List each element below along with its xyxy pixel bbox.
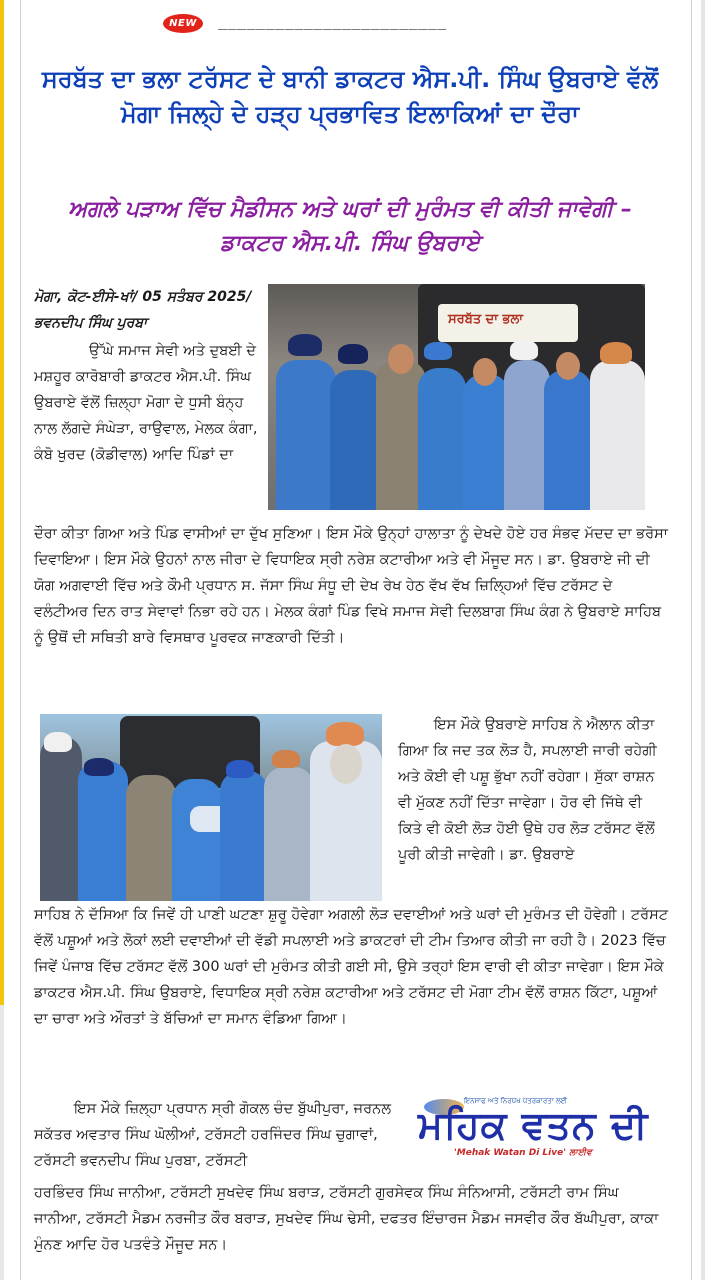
person-figure — [172, 779, 222, 901]
person-figure — [40, 736, 82, 901]
person-figure — [330, 370, 382, 510]
person-figure — [78, 761, 128, 901]
turban-figure — [600, 342, 632, 364]
turban-figure — [424, 342, 452, 360]
head-figure — [388, 344, 414, 374]
head-figure — [556, 352, 580, 380]
turban-figure — [338, 344, 368, 364]
beard-figure — [330, 744, 362, 784]
person-figure — [463, 374, 509, 510]
new-badge: NEW — [163, 14, 203, 33]
headline: ਸਰਬੱਤ ਦਾ ਭਲਾ ਟਰੱਸਟ ਦੇ ਬਾਨੀ ਡਾਕਟਰ ਐਸ.ਪੀ. ਸਿੰਘ ਉਬਰਾਏ ਵੱਲੋਂ ਮੋਗਾ ਜਿਲ੍ਹੇ ਦੇ ਹੜ੍ਹ ਪ੍ਰਭਾਵਿਤ ਇਲਾਕਿਆਂ ਦਾ ਦੌਰਾ — [41, 65, 659, 128]
turban-figure — [226, 760, 254, 778]
photo-ration-distribution — [40, 714, 382, 901]
left-edge-strip-lower — [0, 1005, 4, 1280]
body-paragraph-3-part-b: ਹਰਭਿੰਦਰ ਸਿੰਘ ਜਾਨੀਆ, ਟਰੱਸਟੀ ਸੁਖਦੇਵ ਸਿੰਘ ਬਰਾੜ, ਟਰੱਸਟੀ ਗੁਰਸੇਵਕ ਸਿੰਘ ਸੰਨਿਆਸੀ, ਟਰੱਸਟੀ ਰਾਮ ਸਿੰਘ ਜਾਨੀਆ, ਟਰੱਸਟੀ ਮੈਡਮ ਨਰਜੀਤ ਕੌਰ ਬਰਾੜ, ਸੁਖਦੇਵ ਸਿੰਘ ਢੇਸੀ, ਦਫਤਰ ਇੰਚਾਰਜ ਮੈਡਮ ਜਸਵੀਰ ਕੌਰ ਬੱਘੀਪੁਰਾ, ਕਾਕਾ ਮੁੰਨਣ ਆਦਿ ਹੋਰ ਪਤਵੰਤੇ ਮੌਜੂਦ ਸਨ। — [34, 1185, 659, 1253]
turban-figure — [84, 758, 114, 776]
person-figure — [590, 360, 645, 510]
turban-figure — [326, 722, 364, 746]
header-dashed-rule: ________________________ — [218, 12, 447, 30]
trust-banner-text: ਸਰਬੱਤ ਦਾ ਭਲਾ — [448, 312, 524, 327]
head-figure — [473, 358, 497, 386]
body-paragraph-2-part-b: ਸਾਹਿਬ ਨੇ ਦੱਸਿਆ ਕਿ ਜਿਵੇਂ ਹੀ ਪਾਣੀ ਘਟਣਾ ਸ਼ੁਰੂ ਹੋਵੇਗਾ ਅਗਲੀ ਲੋੜ ਦਵਾਈਆਂ ਅਤੇ ਘਰਾਂ ਦੀ ਮੁਰੰਮਤ ਦੀ ਹੋਵੇਗੀ। ਟਰੱਸਟ ਵੱਲੋਂ ਪਸ਼ੂਆਂ ਅਤੇ ਲੋਕਾਂ ਲਈ ਦਵਾਈਆਂ ਦੀ ਵੱਡੀ ਸਪਲਾਈ ਅਤੇ ਡਾਕਟਰਾਂ ਦੀ ਟੀਮ ਤਿਆਰ ਕੀਤੀ ਜਾ ਰਹੀ ਹੈ। 2023 ਵਿੱਚ ਜਿਵੇਂ ਪੰਜਾਬ ਵਿੱਚ ਟਰੱਸਟ ਵੱਲੋਂ 300 ਘਰਾਂ ਦੀ ਮੁਰੰਮਤ ਕੀਤੀ ਗਈ ਸੀ, ਉਸੇ ਤਰ੍ਹਾਂ ਇਸ ਵਾਰੀ ਵੀ ਕੀਤਾ ਜਾਵੇਗਾ। ਇਸ ਮੌਕੇ ਡਾਕਟਰ ਐਸ.ਪੀ. ਸਿੰਘ ਉਬਰਾਏ, ਵਿਧਾਇਕ ਸ੍ਰੀ ਨਰੇਸ਼ ਕਟਾਰੀਆ ਅਤੇ ਟਰੱਸਟ ਦੀ ਮੋਗਾ ਟੀਮ ਵੱਲੋਂ ਰਾਸ਼ਨ ਕਿੱਟਾ, ਪਸ਼ੂਆਂ ਦਾ ਚਾਰਾ ਅਤੇ ਔਰਤਾਂ ਤੇ ਬੱਚਿਆਂ ਦਾ ਸਮਾਨ ਵੰਡਿਆ ਗਿਆ। — [34, 907, 669, 1027]
left-edge-strip — [0, 0, 4, 1005]
person-figure — [126, 775, 176, 901]
person-figure — [264, 767, 314, 901]
photo-volunteers-group — [268, 284, 645, 510]
logo-name: ਮਹਿਕ ਵਤਨ ਦੀ — [418, 1103, 649, 1147]
person-figure — [544, 370, 592, 510]
body-paragraph-3-part-a: ਇਸ ਮੌਕੇ ਜ਼ਿਲ੍ਹਾ ਪ੍ਰਧਾਨ ਸ੍ਰੀ ਗੋਕਲ ਚੰਦ ਬੁੱਘੀਪੁਰਾ, ਜਰਨਲ ਸਕੱਤਰ ਅਵਤਾਰ ਸਿੰਘ ਘੋਲੀਆਂ, ਟਰੱਸਟੀ ਹਰਜਿੰਦਰ ਸਿੰਘ ਚੁਗਾਵਾਂ, ਟਰੱਸਟੀ ਭਵਨਦੀਪ ਸਿੰਘ ਪੁਰਬਾ, ਟਰੱਸਟੀ — [34, 1101, 392, 1169]
person-figure — [276, 360, 336, 510]
subheadline: ਅਗਲੇ ਪੜਾਅ ਵਿੱਚ ਮੈਡੀਸਨ ਅਤੇ ਘਰਾਂ ਦੀ ਮੁਰੰਮਤ ਵੀ ਕੀਤੀ ਜਾਵੇਗੀ – ਡਾਕਟਰ ਐਸ.ਪੀ. ਸਿੰਘ ਉਬਰਾਏ — [68, 197, 632, 256]
body-paragraph-2-part-a: ਇਸ ਮੌਕੇ ਉਬਰਾਏ ਸਾਹਿਬ ਨੇ ਐਲਾਨ ਕੀਤਾ ਗਿਆ ਕਿ ਜਦ ਤਕ ਲੋੜ ਹੈ, ਸਪਲਾਈ ਜਾਰੀ ਰਹੇਗੀ ਅਤੇ ਕੋਈ ਵੀ ਪਸ਼ੂ ਭੁੱਖਾ ਨਹੀਂ ਰਹੇਗਾ। ਸੁੱਕਾ ਰਾਸ਼ਨ ਵੀ ਮੁੱਕਣ ਨਹੀਂ ਦਿੱਤਾ ਜਾਵੇਗਾ। ਹੋਰ ਵੀ ਜਿੱਥੇ ਵੀ ਕਿਤੇ ਵੀ ਕੋਈ ਲੋੜ ਹੋਈ ਉਥੇ ਹਰ ਲੋੜ ਟਰੱਸਟ ਵੱਲੋਂ ਪੂਰੀ ਕੀਤੀ ਜਾਵੇਗੀ। ਡਾ. ਉਬਰਾਏ — [398, 717, 657, 863]
right-edge-strip — [701, 0, 705, 1280]
body-paragraph-1-part-a: ਉੱਘੇ ਸਮਾਜ ਸੇਵੀ ਅਤੇ ਦੁਬਈ ਦੇ ਮਸ਼ਹੂਰ ਕਾਰੋਬਾਰੀ ਡਾਕਟਰ ਐਸ.ਪੀ. ਸਿੰਘ ਉਬਰਾਏ ਵੱਲੋਂ ਜ਼ਿਲ੍ਹਾ ਮੋਗਾ ਦੇ ਧੁਸੀ ਬੰਨ੍ਹ ਨਾਲ ਲੱਗਦੇ ਸੰਘੇੜਾ, ਰਾਉਵਾਲ, ਮੇਲਕ ਕੰਗਾ, ਕੰਬੋ ਖੁਰਦ (ਕੋਡੀਵਾਲ) ਆਦਿ ਪਿੰਡਾਂ ਦਾ — [34, 343, 258, 463]
body-paragraph-1-part-b: ਦੌਰਾ ਕੀਤਾ ਗਿਆ ਅਤੇ ਪਿੰਡ ਵਾਸੀਆਂ ਦਾ ਦੁੱਖ ਸੁਣਿਆ। ਇਸ ਮੌਕੇ ਉਨ੍ਹਾਂ ਹਾਲਾਤਾ ਨੂੰ ਦੇਖਦੇ ਹੋਏ ਹਰ ਸੰਭਵ ਮੱਦਦ ਦਾ ਭਰੋਸਾ ਦਿਵਾਇਆ। ਇਸ ਮੌਕੇ ਉਹਨਾਂ ਨਾਲ ਜੀਰਾ ਦੇ ਵਿਧਾਇਕ ਸ੍ਰੀ ਨਰੇਸ਼ ਕਟਾਰੀਆ ਅਤੇ ਵੀ ਮੌਜੂਦ ਸਨ। ਡਾ. ਉਬਰਾਏ ਜੀ ਦੀ ਯੋਗ ਅਗਵਾਈ ਵਿੱਚ ਅਤੇ ਕੌਮੀ ਪ੍ਰਧਾਨ ਸ. ਜੱਸਾ ਸਿੰਘ ਸੰਧੂ ਦੀ ਦੇਖ ਰੇਖ ਹੇਠ ਵੱਖ ਵੱਖ ਜ਼ਿਲ੍ਹਿਆਂ ਵਿੱਚ ਟਰੱਸਟ ਦੇ ਵਲੰਟੀਅਰ ਦਿਨ ਰਾਤ ਸੇਵਾਵਾਂ ਨਿਭਾ ਰਹੇ ਹਨ। ਮੇਲਕ ਕੰਗਾਂ ਪਿੰਡ ਵਿਖੇ ਸਮਾਜ ਸੇਵੀ ਦਿਲਬਾਗ ਸਿੰਘ ਕੰਗ ਨੇ ਉਬਰਾਏ ਸਾਹਿਬ ਨੂੰ ਉਥੋਂ ਦੀ ਸਥਿਤੀ ਬਾਰੇ ਵਿਸਥਾਰ ਪੂਰਵਕ ਜਾਣਕਾਰੀ ਦਿੱਤੀ। — [34, 526, 668, 646]
logo-tagline: ਇਨਸਾਫ ਅਤੇ ਨਿਰਪੱਖ ਪੱਤਰਕਾਰਤਾ ਲਈ — [464, 1097, 568, 1105]
turban-figure — [288, 334, 322, 356]
person-figure — [418, 368, 466, 510]
dateline: ਮੋਗਾ, ਕੋਟ-ਈਸੇ-ਖਾਂ/ 05 ਸਤੰਬਰ 2025/ ਭਵਨਦੀਪ ਸਿੰਘ ਪੁਰਬਾ — [34, 289, 252, 331]
turban-figure — [510, 340, 538, 360]
logo-subtitle: 'Mehak Watan Di Live' ਲਾਈਵ — [454, 1148, 592, 1158]
turban-figure — [44, 732, 72, 752]
turban-figure — [272, 750, 300, 768]
person-figure — [220, 771, 268, 901]
mehak-watan-di-logo — [418, 1097, 648, 1161]
